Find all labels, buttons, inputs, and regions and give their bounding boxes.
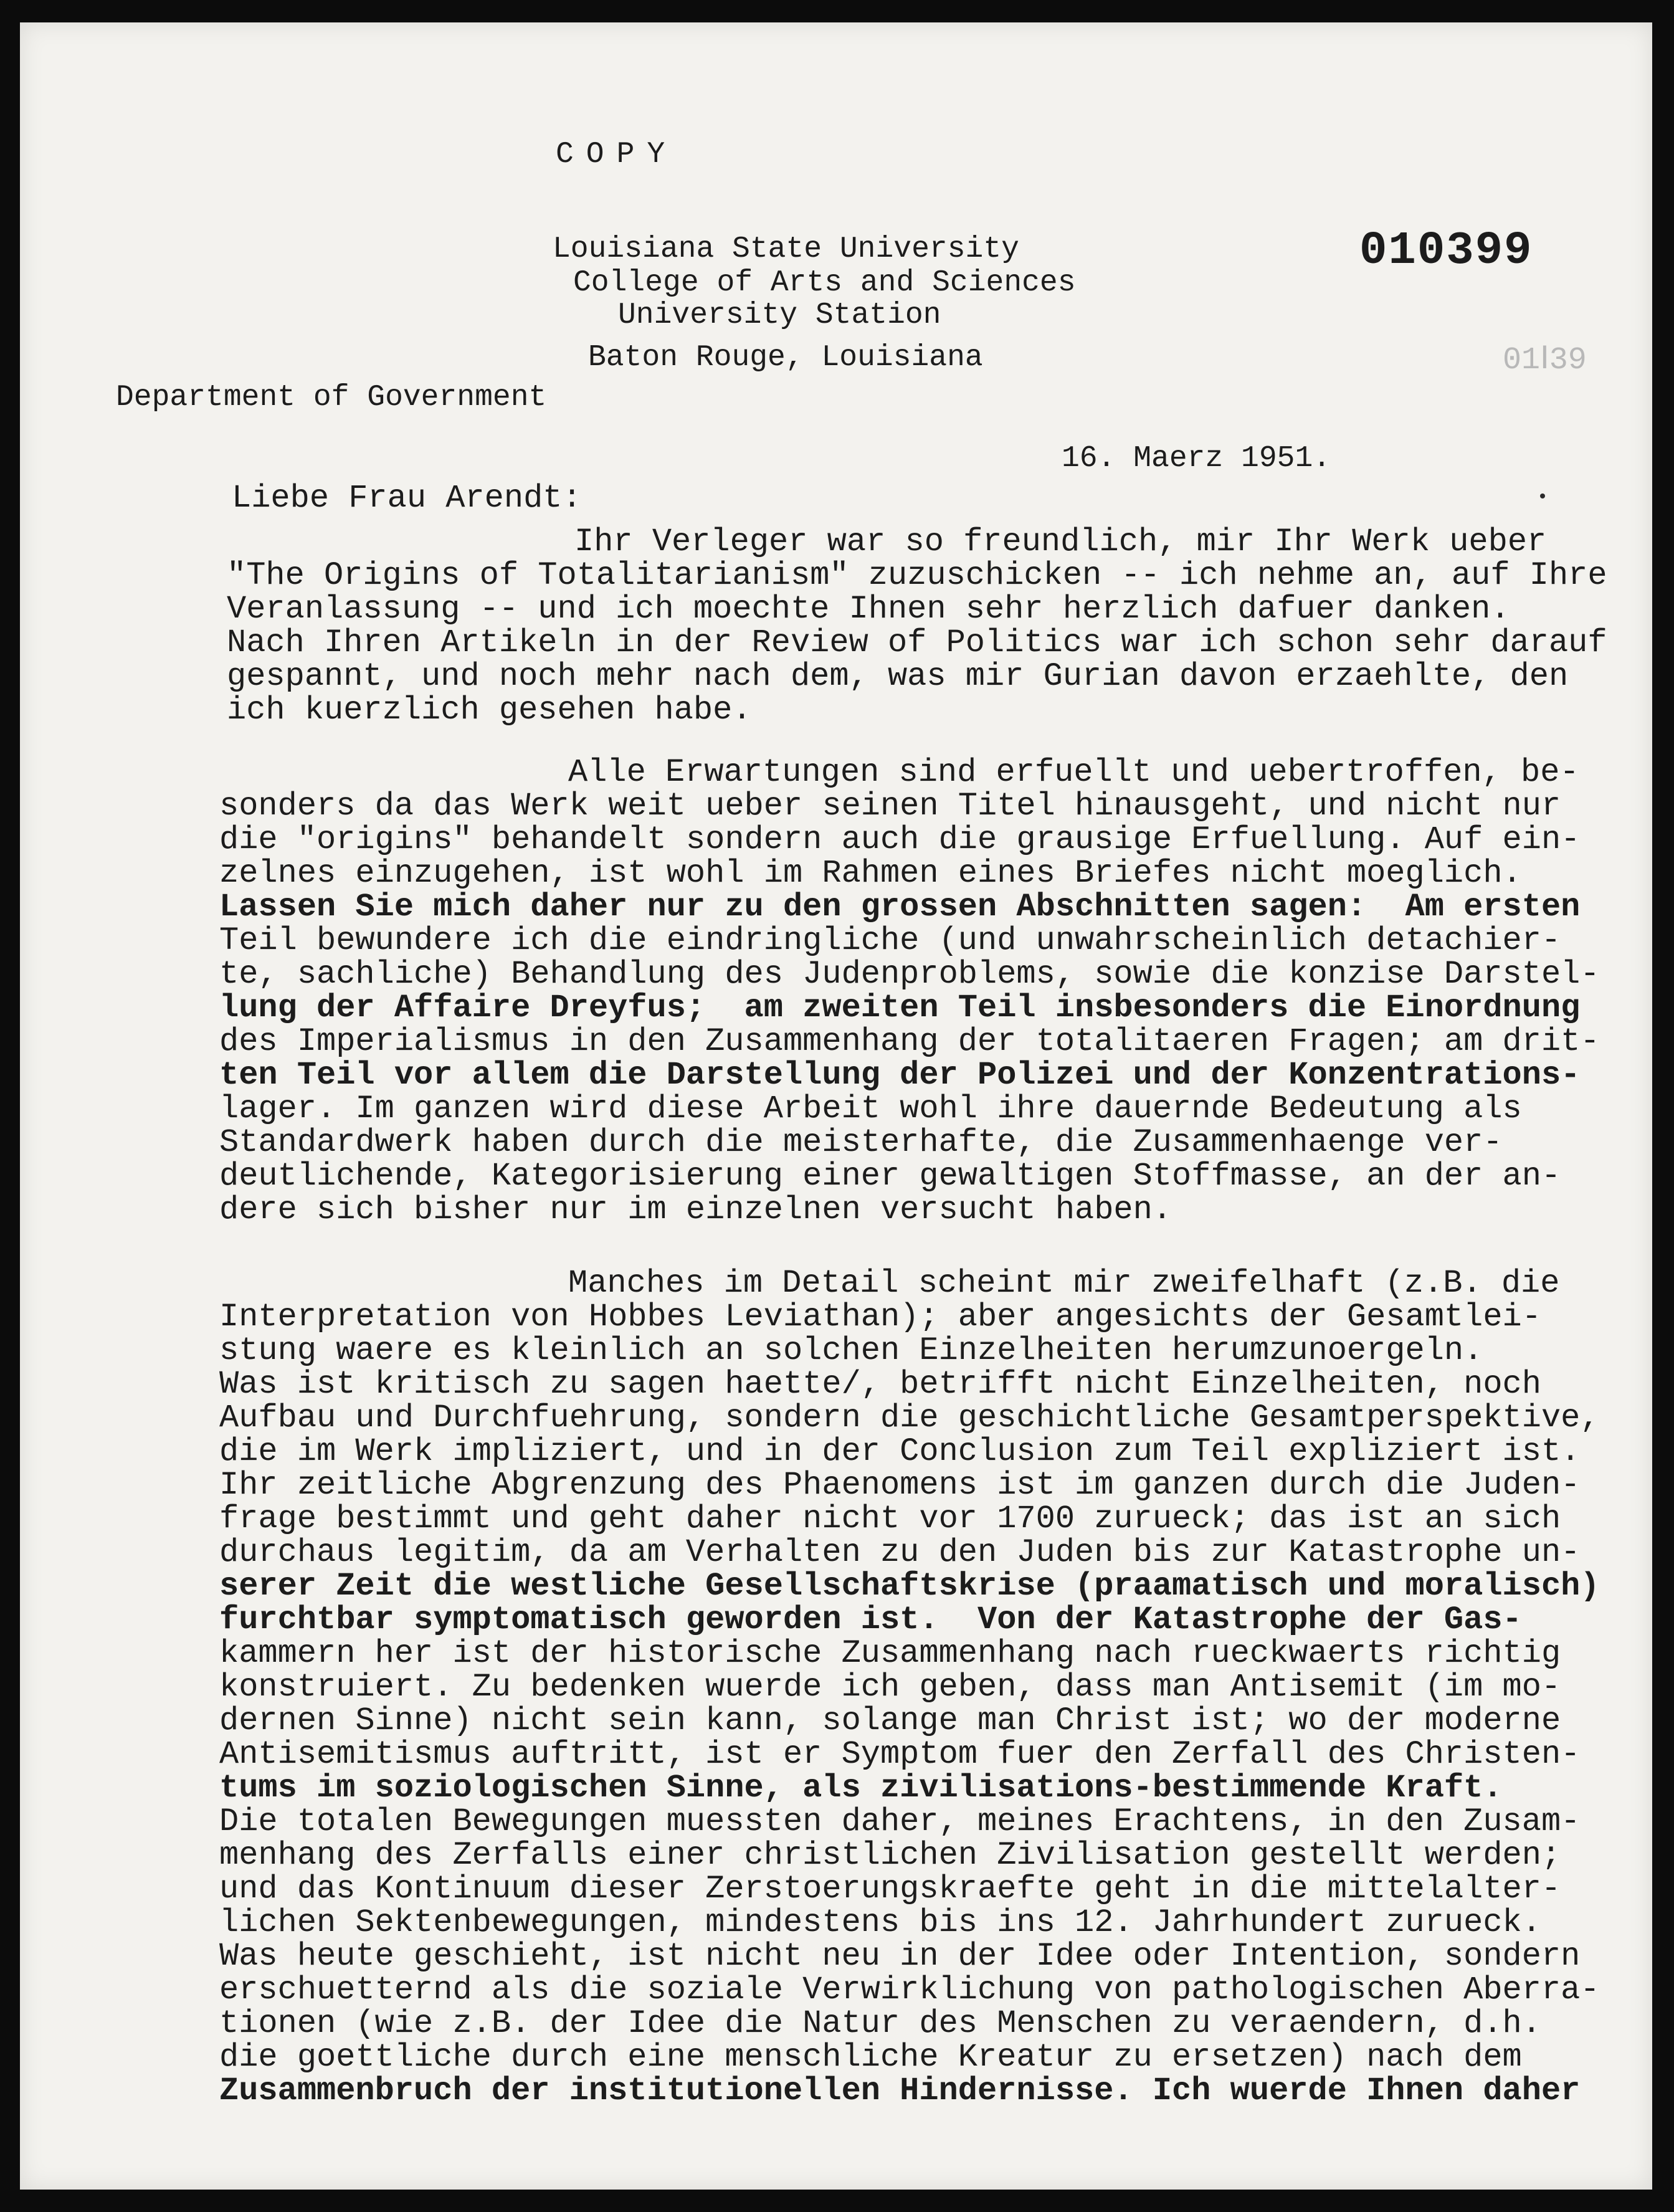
paragraph-3-line: kammern her ist der historische Zusammenhang nach rueckwaerts richtig xyxy=(219,1635,1561,1672)
paragraph-2-line: Lassen Sie mich daher nur zu den grossen Abschnitten sagen: Am ersten xyxy=(219,889,1581,925)
paragraph-3-line: menhang des Zerfalls einer christlichen Zivilisation gestellt werden; xyxy=(219,1837,1561,1874)
paragraph-3-line: lichen Sektenbewegungen, mindestens bis ins 12. Jahrhundert zurueck. xyxy=(219,1904,1541,1941)
paragraph-3-line: Was ist kritisch zu sagen haette/, betrifft nicht Einzelheiten, noch xyxy=(219,1366,1541,1403)
department: Department of Government xyxy=(116,381,547,414)
paragraph-1-line: Nach Ihren Artikeln in der Review of Politics war ich schon sehr darauf xyxy=(227,624,1607,661)
institution-line-4: Baton Rouge, Louisiana xyxy=(588,341,983,374)
paragraph-1-line: ich kuerzlich gesehen habe. xyxy=(227,692,752,728)
paragraph-3-line: frage bestimmt und geht daher nicht vor 1700 zurueck; das ist an sich xyxy=(219,1500,1561,1537)
letter-date: 16. Maerz 1951. xyxy=(1062,442,1331,475)
faint-stamp: 01Ⅰ39 xyxy=(1503,343,1587,378)
paragraph-2-line: Standardwerk haben durch die meisterhafte, die Zusammenhaenge ver- xyxy=(219,1124,1503,1161)
paragraph-2-line: ten Teil vor allem die Darstellung der Polizei und der Konzentrations- xyxy=(219,1057,1581,1094)
paragraph-3-line: Antisemitismus auftritt, ist er Symptom fuer den Zerfall des Christen- xyxy=(219,1736,1581,1773)
paragraph-3-line: tums im soziologischen Sinne, als zivilisations-bestimmende Kraft. xyxy=(219,1770,1503,1806)
paragraph-2-line: des Imperialismus in den Zusammenhang der totalitaeren Fragen; am drit- xyxy=(219,1023,1600,1060)
salutation: Liebe Frau Arendt: xyxy=(232,480,582,517)
paragraph-2-line: sonders da das Werk weit ueber seinen Titel hinausgeht, und nicht nur xyxy=(219,788,1561,824)
paragraph-3-line: Manches im Detail scheint mir zweifelhaft (z.B. die xyxy=(568,1265,1560,1302)
paragraph-3-line: Aufbau und Durchfuehrung, sondern die geschichtliche Gesamtperspektive, xyxy=(219,1399,1600,1436)
paragraph-3-line: konstruiert. Zu bedenken wuerde ich geben, dass man Antisemit (im mo- xyxy=(219,1669,1561,1705)
paragraph-2-line: lager. Im ganzen wird diese Arbeit wohl ihre dauernde Bedeutung als xyxy=(219,1090,1522,1127)
paragraph-3-line: Zusammenbruch der institutionellen Hindernisse. Ich wuerde Ihnen daher xyxy=(219,2072,1581,2109)
paragraph-3-line: tionen (wie z.B. der Idee die Natur des Menschen zu veraendern, d.h. xyxy=(219,2005,1541,2042)
paragraph-3-line: stung waere es kleinlich an solchen Einzelheiten herumzunoergeln. xyxy=(219,1332,1483,1369)
paragraph-1-line: gespannt, und noch mehr nach dem, was mir Gurian davon erzaehlte, den xyxy=(227,658,1569,695)
paragraph-3-line: und das Kontinuum dieser Zerstoerungskraefte geht in die mittelalter- xyxy=(219,1871,1561,1907)
paragraph-3-line: die goettliche durch eine menschliche Kreatur zu ersetzen) nach dem xyxy=(219,2039,1522,2076)
paragraph-3-line: Was heute geschieht, ist nicht neu in der Idee oder Intention, sondern xyxy=(219,1938,1581,1975)
document-number: 010399 xyxy=(1359,225,1533,277)
paragraph-1-line: "The Origins of Totalitarianism" zuzuschicken -- ich nehme an, auf Ihre xyxy=(227,557,1607,594)
paragraph-2-line: te, sachliche) Behandlung des Judenproblems, sowie die konzise Darstel- xyxy=(219,956,1600,993)
institution-line-2: College of Arts and Sciences xyxy=(573,266,1076,300)
paragraph-1-line: Ihr Verleger war so freundlich, mir Ihr Werk ueber xyxy=(574,523,1547,560)
paragraph-2-line: deutlichende, Kategorisierung einer gewaltigen Stoffmasse, an der an- xyxy=(219,1158,1561,1194)
paragraph-2-line: Alle Erwartungen sind erfuellt und uebertroffen, be- xyxy=(568,754,1579,791)
paragraph-2-line: die "origins" behandelt sondern auch die grausige Erfuellung. Auf ein- xyxy=(219,821,1581,858)
paragraph-3-line: Die totalen Bewegungen muessten daher, meines Erachtens, in den Zusam- xyxy=(219,1803,1581,1840)
paragraph-3-line: erschuetternd als die soziale Verwirklichung von pathologischen Aberra- xyxy=(219,1971,1600,2008)
margin-dot xyxy=(1540,493,1545,498)
paragraph-3-line: durchaus legitim, da am Verhalten zu den Juden bis zur Katastrophe un- xyxy=(219,1534,1581,1571)
paragraph-2-line: lung der Affaire Dreyfus; am zweiten Teil insbesonders die Einordnung xyxy=(219,989,1581,1026)
paragraph-2-line: zelnes einzugehen, ist wohl im Rahmen eines Briefes nicht moeglich. xyxy=(219,855,1522,892)
paragraph-3-line: serer Zeit die westliche Gesellschaftskrise (praamatisch und moralisch) xyxy=(219,1568,1600,1604)
paragraph-2-line: Teil bewundere ich die eindringliche (und unwahrscheinlich detachier- xyxy=(219,922,1561,959)
institution-line-3: University Station xyxy=(618,298,941,332)
institution-line-1: Louisiana State University xyxy=(553,232,1019,266)
copy-label: COPY xyxy=(556,138,678,171)
paragraph-2-line: dere sich bisher nur im einzelnen versucht haben. xyxy=(219,1191,1172,1228)
letter-page xyxy=(20,22,1652,2190)
paragraph-1-line: Veranlassung -- und ich moechte Ihnen sehr herzlich dafuer danken. xyxy=(227,591,1510,627)
paragraph-3-line: furchtbar symptomatisch geworden ist. Von der Katastrophe der Gas- xyxy=(219,1601,1522,1638)
paragraph-3-line: Ihr zeitliche Abgrenzung des Phaenomens ist im ganzen durch die Juden- xyxy=(219,1467,1581,1504)
paragraph-3-line: dernen Sinne) nicht sein kann, solange man Christ ist; wo der moderne xyxy=(219,1702,1561,1739)
paragraph-3-line: Interpretation von Hobbes Leviathan); aber angesichts der Gesamtlei- xyxy=(219,1299,1541,1335)
paragraph-3-line: die im Werk impliziert, und in der Conclusion zum Teil expliziert ist. xyxy=(219,1433,1581,1470)
